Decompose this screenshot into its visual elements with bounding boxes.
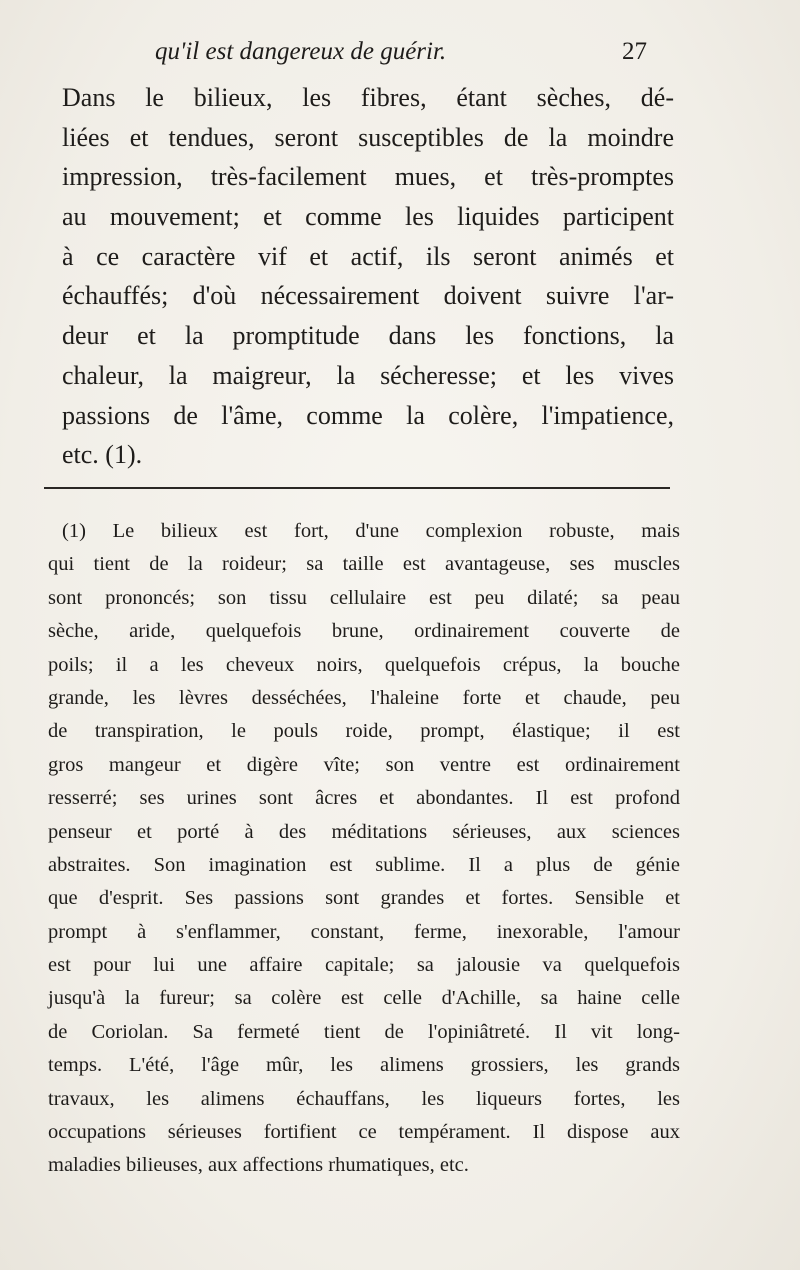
text-line: Dans le bilieux, les fibres, étant sèches, dé- <box>62 83 674 112</box>
footnote-line: travaux, les alimens échauffans, les liqueurs fortes, les <box>48 1087 680 1110</box>
footnote-line: penseur et porté à des méditations sérieuses, aux sciences <box>48 820 680 843</box>
text-line: passions de l'âme, comme la colère, l'impatience, <box>62 400 674 430</box>
footnote-line: jusqu'à la fureur; sa colère est celle d'Achille, sa haine celle <box>48 987 680 1010</box>
page-number: 27 <box>622 38 647 65</box>
footnote-line: qui tient de la roideur; sa taille est avantageuse, ses muscles <box>48 553 680 576</box>
text-line: au mouvement; et comme les liquides participent <box>62 202 674 232</box>
text-line: liées et tendues, seront susceptibles de la moindre <box>62 122 674 152</box>
text-line: impression, très-facilement mues, et très-promptes <box>62 162 674 192</box>
footnote-line: abstraites. Son imagination est sublime. Il a plus de génie <box>48 853 680 876</box>
footnote-line: (1) Le bilieux est fort, d'une complexion robuste, mais <box>62 520 680 542</box>
footnote-line: grande, les lèvres desséchées, l'haleine forte et chaude, peu <box>48 686 680 709</box>
text-line: deur et la promptitude dans les fonctions, la <box>62 321 674 351</box>
footnote-line: prompt à s'enflammer, constant, ferme, inexorable, l'amour <box>48 920 680 943</box>
running-head <box>60 38 680 78</box>
text-line: etc. (1). <box>62 440 143 470</box>
footnote-line: est pour lui une affaire capitale; sa jalousie va quelquefois <box>48 954 680 977</box>
footnote-line: que d'esprit. Ses passions sont grandes et fortes. Sensible et <box>48 887 680 910</box>
footnote-line: occupations sérieuses fortifient ce tempérament. Il dispose aux <box>48 1121 680 1144</box>
footnote-line: poils; il a les cheveux noirs, quelquefois crépus, la bouche <box>48 653 680 676</box>
footnote-line: temps. L'été, l'âge mûr, les alimens grossiers, les grands <box>48 1054 680 1077</box>
footnote-line: sèche, aride, quelquefois brune, ordinairement couverte de <box>48 620 680 643</box>
text-line: à ce caractère vif et actif, ils seront animés et <box>62 241 674 271</box>
footnote-line: de Coriolan. Sa fermeté tient de l'opiniâtreté. Il vit long- <box>48 1020 680 1043</box>
running-title: qu'il est dangereux de guérir. <box>155 38 447 65</box>
footnote-line: maladies bilieuses, aux affections rhumatiques, etc. <box>48 1154 469 1177</box>
footnote-line: de transpiration, le pouls roide, prompt, élastique; il est <box>48 720 680 743</box>
footnote-line: resserré; ses urines sont âcres et abondantes. Il est profond <box>48 787 680 810</box>
footnote-line: gros mangeur et digère vîte; son ventre est ordinairement <box>48 753 680 776</box>
footnote-separator <box>44 487 670 489</box>
main-paragraph <box>62 78 674 475</box>
footnote <box>48 515 680 1183</box>
footnote-line: sont prononcés; son tissu cellulaire est peu dilaté; sa peau <box>48 586 680 609</box>
text-line: chaleur, la maigreur, la sécheresse; et les vives <box>62 360 674 390</box>
text-line: échauffés; d'où nécessairement doivent suivre l'ar- <box>62 281 674 311</box>
